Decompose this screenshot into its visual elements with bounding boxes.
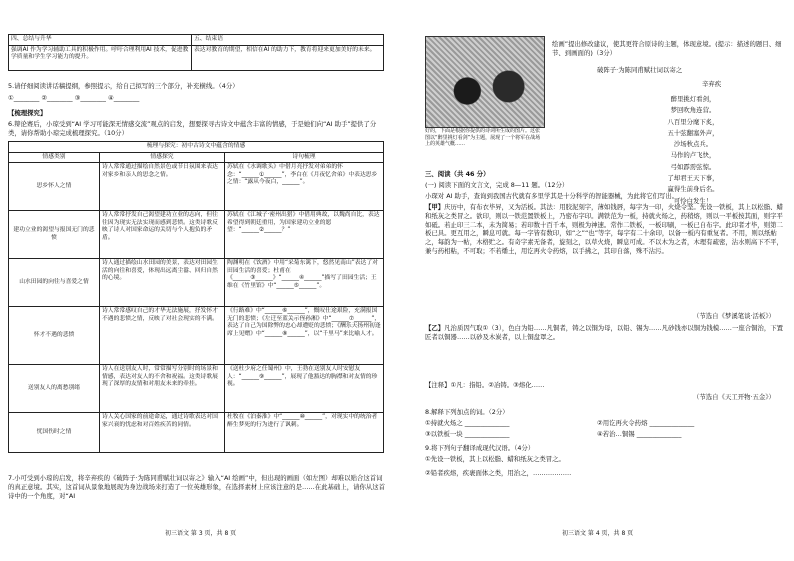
passage-jia [425, 203, 787, 256]
table-cell-category: 怀才不遇的悲愤 [9, 307, 100, 365]
annotation: 【注释】①凡：指铅。②冶铸。③熔化…… [425, 381, 545, 389]
poem-line: 五十弦翻塞外声， [667, 128, 719, 137]
question-9-item: ②铅者疾熔，疾裹面体之类，用治之，……………… [425, 469, 572, 477]
poem-author: 辛弃疾 [702, 80, 722, 88]
question-7-continued: 绘画”提出修改建议，使其更符合原诗的主题，体现意境。(提示：描述的题目、细节、到画面的)（3分） [552, 40, 782, 57]
passage-yi-source: （节选自《天工开物·五金》） [693, 393, 775, 401]
passage-jia-label: 【甲】 [425, 203, 445, 211]
table-cell-explore: 诗人通过描绘山水田园的美景，表达对田园生活的向往和喜爱，体现出远离尘嚣、回归自然的心境。 [100, 259, 225, 307]
poem-line: 赢得生前身后名。 [667, 185, 719, 194]
table-cell-lines: 《行路难》中“______⑥______”，慨叹仕途艰险，充满报国无门的悲愤；《左迁至蓝关示侄孙湘》中“______⑦______”，表达了自己为国除弊的忠心却遭贬的悲愤；《酬乐天扬州初逢席上见赠》中“______⑧______”，以“千里马”来比喻人才。 [225, 307, 384, 365]
page-footer: 初三语文 第 4 页，共 8 页 [562, 530, 634, 537]
ai-painting-image [425, 36, 545, 128]
table-cell-explore: 诗人关心国家的前途命运，通过诗歌表达对国家兴衰的忧虑和对百姓疾苦的同情。 [100, 413, 225, 453]
table-cell-explore: 诗人常常抒发自己渴望建功立业的志向，但往往因为现实无法实现而感到悲愤。这类诗歌反映了诗人对国家命运的关切与个人抱负的矛盾。 [100, 211, 225, 259]
summary-cell: 强调AI 作为学习辅助工具的积极作用。呼吁合理利用AI 技术，促进教学质量和学生学习能力的提升。 [9, 45, 192, 70]
table-cell-lines: 陶渊明在《饮酒》中用“采菊东篱下，悠然见南山”表达了对田园生活的喜爱；杜甫在《______③______》“______④______”描写了田园生活；王维在《竹里馆》中“______⑤______”。 [225, 259, 384, 307]
poem-line: 可怜白发生！ [673, 196, 713, 205]
poem-line: 马作的卢飞快， [670, 151, 716, 160]
question-6: 6.辩论赛后，小琼受到“AI 学习可能深无情感交流”观点的启发，想要探寻古诗文中蕴含丰富的情感，于是她们向“AI 助手”提供了分类，请你帮助小琼完成梳理探究。（10分） [8, 120, 377, 137]
table-cell-explore: 诗人在送别友人时，常常描写分别时的场景和情感，表达对友人的不舍和祝福。这类诗歌展现了深厚的友情和对朋友未来的牵挂。 [100, 365, 225, 413]
poem-line: 梦回吹角连营。 [670, 106, 716, 115]
photo-caption: 好的，下面是根据你提供的诗词所生成的图片。这张图以“醉里挑灯看剑”为主题，展现了一个将军在战场上的英雄气概…… [425, 128, 541, 148]
table-cell-lines: 杜牧在《泊秦淮》中“______⑩______”，对现实中的统治者醉生梦死的行为进行了讽刺。 [225, 413, 384, 453]
table-cell-explore: 诗人常常通过描绘自然景色或节日氛围来表达对家乡和亲人的思念之情。 [100, 163, 225, 211]
summary-cell: 五、结束语 [192, 35, 384, 46]
subsection-1-heading: (一) 阅读下面的文言文，完成 8—11 题。（12分） [425, 181, 569, 189]
poem-line: 沙场秋点兵。 [673, 140, 713, 149]
poem-line: 八百里分麾下炙， [667, 117, 719, 126]
poem-line: 弓如霹雳弦惊。 [670, 162, 716, 171]
summary-table [8, 34, 384, 71]
question-8-item: ②用讫再火令药熔 ______________ [597, 419, 695, 427]
question-8: 8.解释下列加点的词。（2分） [425, 408, 509, 416]
table-cell-lines: 《送杜少府之任蜀州》中，王勃在送别友人时安慰友人：“______⑨______”，展现了他豁达的胸襟和对友情的珍视。 [225, 365, 384, 413]
question-5: 5.请仔细阅读讲话稿提纲，参照提示，给自己拟写的三个部分，补充横线。（4分） [8, 82, 239, 90]
reading-intro: 小琛对 AI 助手，查询到我国古代就有多里学其是十分科学的智能器械，为此将它们写出。 [425, 192, 679, 200]
poem-title: 破阵子·为陈同甫赋壮词以寄之 [597, 66, 683, 74]
table-cell-lines: 苏轼在《江城子·密州出猎》中借用典故，以魏尚自比，表达希望得到朝廷重用，为国家建功立业的愿望：“______②______？” [225, 211, 384, 259]
table-cell-category: 建功立业的渴望与报国无门的悲愤 [9, 211, 100, 259]
passage-yi [425, 324, 787, 342]
passage-jia-source: （节选自《梦溪笔谈·活板》） [693, 312, 775, 320]
table-cell-explore: 诗人常常感叹自己的才华无法施展，抒发怀才不遇的悲愤之情，反映了对社会现实的不满。 [100, 307, 225, 365]
summary-cell: 四、总结与升华 [9, 35, 192, 46]
section-heading: 【梳理探究】 [8, 109, 47, 117]
section-3-heading: 三、阅读（共 46 分） [425, 170, 490, 178]
poem-line: 了却君王天下事， [667, 174, 719, 183]
table-cell-category: 思乡怀人之情 [9, 163, 100, 211]
table-cell-category: 山水田园的向往与喜爱之情 [9, 259, 100, 307]
page-footer: 初三语文 第 3 页，共 8 页 [165, 530, 237, 537]
passage-jia-text: 庆历中，有布衣毕昇，又为活板。其法：用胶泥刻字，薄如钱唇，每字为一印，火烧令坚。先设一铁板，其上以松脂、蜡和纸灰之类冒之。欲印，则以一铁范置铁板上，乃密布字印。满铁范为一板，持就火炀之，药稍熔，则以一平板按其面，则字平如砥。若止印三二本，未为简易；若印数十百千本，则极为神速。常作二铁板，一板印刷，一板已自布字。此印者才毕，则第二板已具。更互用之，瞬息可就。每一字皆有数印，如“之”“也”等字，每字有二十余印，以备一板内有重复者。不用，则以纸帖之，每韵为一帖，木格贮之。有奇字素无备者，旋刻之，以草火烧，瞬息可成。不以木为之者，木理有疏密，沾水则高下不平，兼与药相粘，不可取；不若燔土，用讫再火令药熔，以手拂之，其印自落，殊不沾污。 [425, 203, 783, 255]
passage-yi-text: 凡治质因气取①（3），色白为铅……凡铜者，铸之以铜为母，以铅、锡为……凡砂钱亦以铜为钱模……一座合铜治，下置匠者以铜器……以砂及木炭者，以上铜盘罩之。 [425, 324, 784, 341]
table-cell-category: 忧国伤时之情 [9, 413, 100, 453]
emotion-table [8, 141, 384, 453]
table-title: 梳理与探究：初中古诗文中蕴含的情感 [9, 142, 384, 153]
table-cell-category: 送别友人的离愁别绪 [9, 365, 100, 413]
question-8-item: ①持就火炀之 ______________ [425, 419, 510, 427]
poem-line: 醉里挑灯看剑， [670, 95, 716, 103]
question-9: 9.将下列句子翻译成现代汉语。（4分） [425, 444, 535, 452]
table-header: 诗句梳理 [225, 152, 384, 163]
poem-body [643, 94, 743, 207]
right-page [397, 0, 794, 561]
table-header: 情感类别 [9, 152, 100, 163]
question-7: 7.小可受到小琼的启发，将辛弃疾的《破阵子·为陈同甫赋壮词以寄之》输入“AI 绘画”中，但出现的画面（如左图）却难以贴合这首词的真正意境。其实，这首词从景象地展现为身边战场来打造了一位英雄形象，在选择素材上应该注意的是……在此基础上，请你从这首诗中的一个角度，对“AI [8, 474, 386, 500]
table-header: 情感探究 [100, 152, 225, 163]
passage-yi-label: 【乙】 [425, 324, 445, 332]
summary-cell: 表达对教育的期望，相信在AI 的助力下，教育将迎来更加美好的未来。 [192, 45, 384, 70]
question-8-item: ④若治…铜锡 ______________ [597, 430, 682, 438]
question-9-item: ①先设一铁板，其上以松脂、蜡和纸灰之类冒之。 [425, 455, 565, 463]
question-5-blanks: ①________ ②________ ③________ ④________ [8, 94, 140, 102]
table-cell-lines: 苏轼在《水调歌头》中借月亮抒发对弟弟的怀念：“______①______”，李白在《月夜忆舍弟》中表达思乡之情：“露从今夜白，______”。 [225, 163, 384, 211]
question-8-item: ③以铁板一块 ______________ [425, 430, 510, 438]
